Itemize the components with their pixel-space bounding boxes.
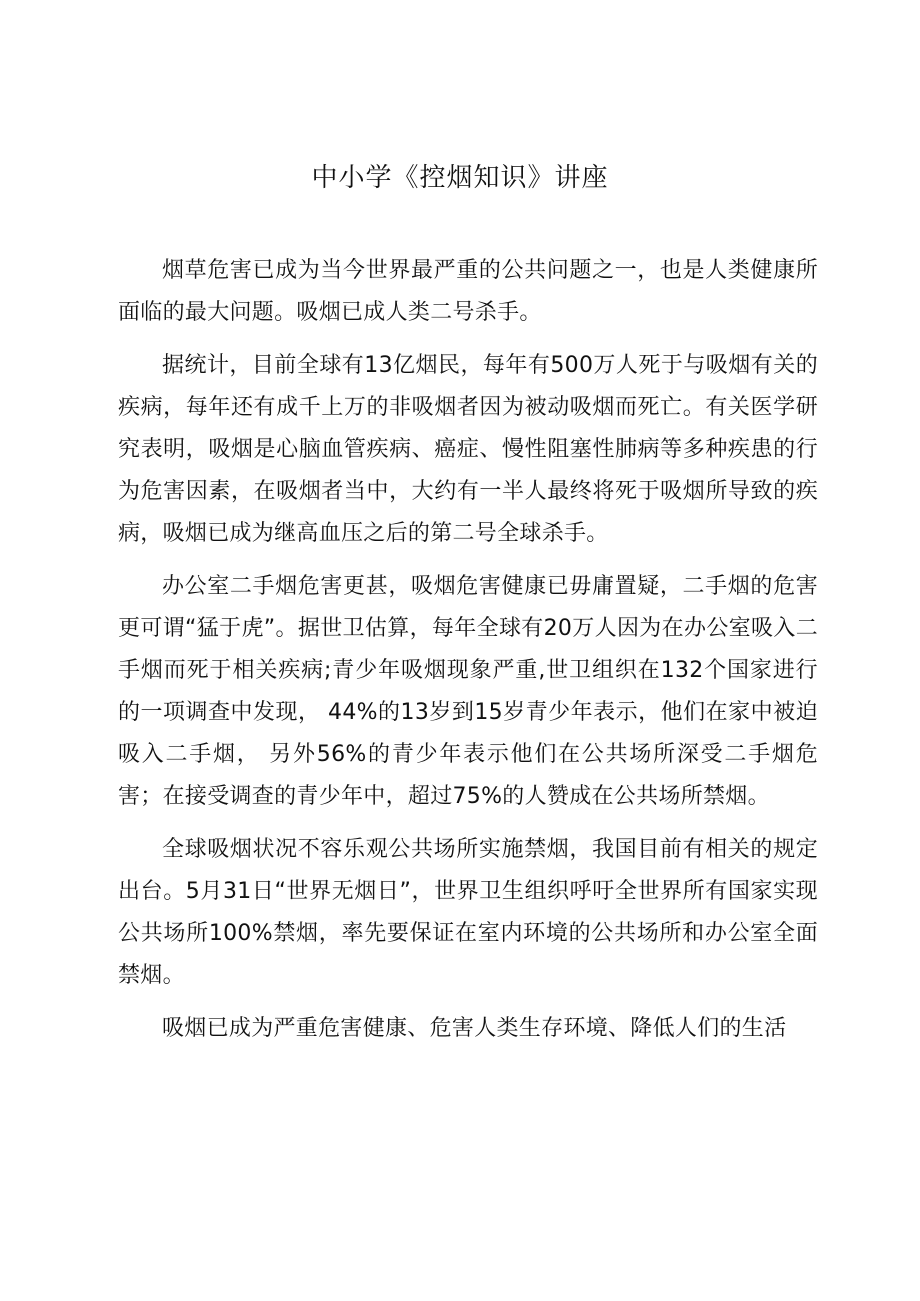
paragraph-5: 吸烟已成为严重危害健康、危害人类生存环境、降低人们的生活: [162, 1016, 787, 1041]
paragraph-1: 烟草危害已成为当今世界最严重的公共问题之一，也是人类健康所面临的最大问题。吸烟已成人类二号杀手。: [118, 258, 818, 325]
document-body: [118, 250, 818, 1061]
paragraph-4: 全球吸烟状况不容乐观公共场所实施禁烟，我国目前有相关的规定出台。5月31日“世界无烟日”，世界卫生组织呼吁全世界所有国家实现公共场所100%禁烟，率先要保证在室内环境的公共场所和办公室全面禁烟。: [118, 837, 818, 988]
document-title: 中小学《控烟知识》讲座: [311, 163, 609, 193]
paragraph-2: 据统计，目前全球有13亿烟民，每年有500万人死于与吸烟有关的疾病，每年还有成千上万的非吸烟者因为被动吸烟而死亡。有关医学研究表明，吸烟是心脑血管疾病、癌症、慢性阻塞性肺病等多种疾患的行为危害因素，在吸烟者当中，大约有一半人最终将死于吸烟所导致的疾病，吸烟已成为继高血压之后的第二号全球杀手。: [118, 353, 818, 546]
paragraph-3: 办公室二手烟危害更甚，吸烟危害健康已毋庸置疑，二手烟的危害更可谓“猛于虎”。据世卫估算，每年全球有20万人因为在办公室吸入二手烟而死于相关疾病;青少年吸烟现象严重,世卫组织在132个国家进行的一项调查中发现， 44%的13岁到15岁青少年表示，他们在家中被迫吸入二手烟， 另外56%的青少年表示他们在公共场所深受二手烟危害；在接受调查的青少年中，超过75%的人赞成在公共场所禁烟。: [118, 574, 818, 809]
